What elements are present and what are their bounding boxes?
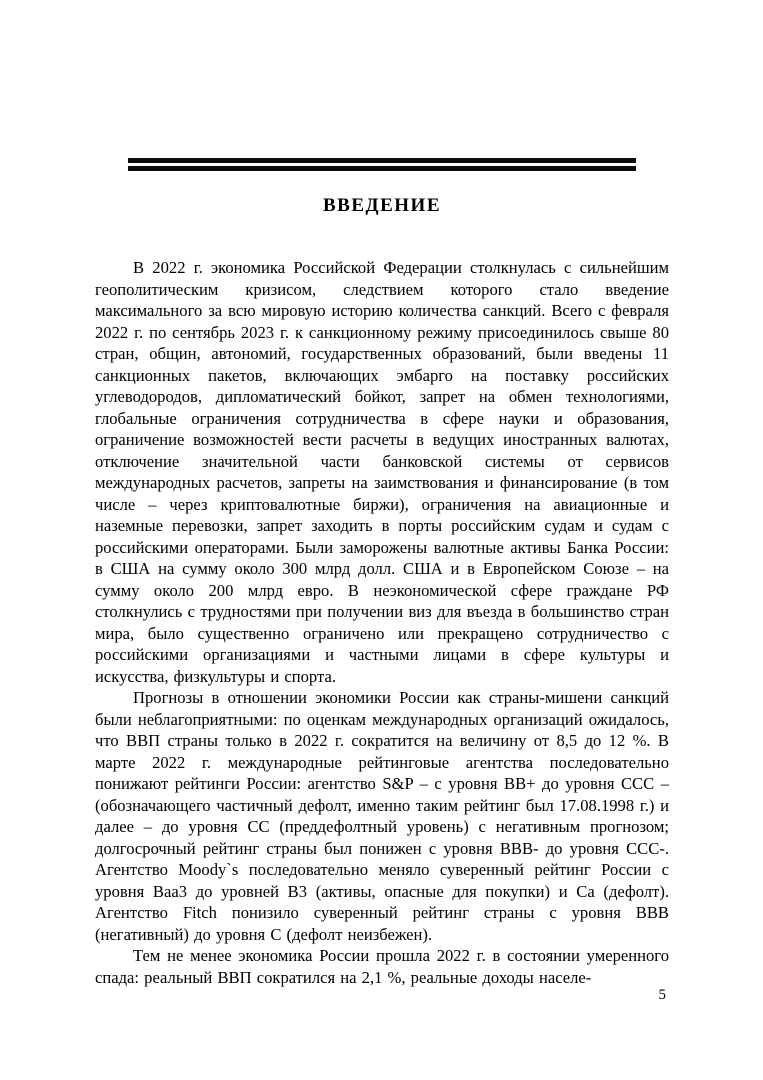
paragraph-3: Тем не менее экономика России прошла 2022 г. в состоянии умеренного спада: реальный ВВП сократился на 2,1 %, реальные доходы населе- bbox=[95, 946, 669, 987]
body-text bbox=[95, 257, 669, 988]
paragraph-1: В 2022 г. экономика Российской Федерации столкнулась с сильнейшим геополитическим кризисом, следствием которого стало введение максимального за всю мировую историю количества санкций. Всего с февраля 2022 г. по сентябрь 2023 г. к санкционному режиму присоединилось свыше 80 стран, общин, автономий, государственных образований, были введены 11 санкционных пакетов, включающих эмбарго на поставку российских углеводородов, дипломатический бойкот, запрет на обмен технологиями, глобальные ограничения сотрудничества в сфере науки и образования, ограничение возможностей вести расчеты в ведущих иностранных валютах, отключение значительной части банковской системы от сервисов международных расчетов, запреты на заимствования и финансирование (в том числе – через криптовалютные биржи), ограничения на авиационные и наземные перевозки, запрет заходить в порты российским судам и судам с российскими операторами. Были заморожены валютные активы Банка России: в США на сумму около 300 млрд долл. США и в Европейском Союзе – на сумму около 200 млрд евро. В неэкономической сфере граждане РФ столкнулись с трудностями при получении виз для въезда в большинство стран мира, было существенно ограничено или прекращено сотрудничество с российскими организациями и частными лицами в сфере культуры и искусства, физкультуры и спорта. bbox=[95, 258, 669, 686]
heading-double-rule bbox=[128, 158, 636, 171]
page-number: 5 bbox=[658, 987, 666, 1003]
text-column bbox=[95, 0, 669, 988]
page-title: ВВЕДЕНИЕ bbox=[323, 195, 441, 216]
paragraph-2: Прогнозы в отношении экономики России как страны-мишени санкций были неблагоприятными: по оценкам международных организаций ожидалось, что ВВП страны только в 2022 г. сократится на величину от 8,5 до 12 %. В марте 2022 г. международные рейтинговые агентства последовательно понижают рейтинги России: агентство S&P – с уровня BB+ до уровня CCC – (обозначающего частичный дефолт, именно таким рейтинг был 17.08.1998 г.) и далее – до уровня CC (преддефолтный уровень) с негативным прогнозом; долгосрочный рейтинг страны был понижен с уровня BBB- до уровня CCC-. Агентство Moody`s последовательно меняло суверенный рейтинг России с уровня Baa3 до уровней B3 (активы, опасные для покупки) и Ca (дефолт). Агентство Fitch понизило суверенный рейтинг страны с уровня BBB (негативный) до уровня C (дефолт неизбежен). bbox=[95, 688, 669, 944]
